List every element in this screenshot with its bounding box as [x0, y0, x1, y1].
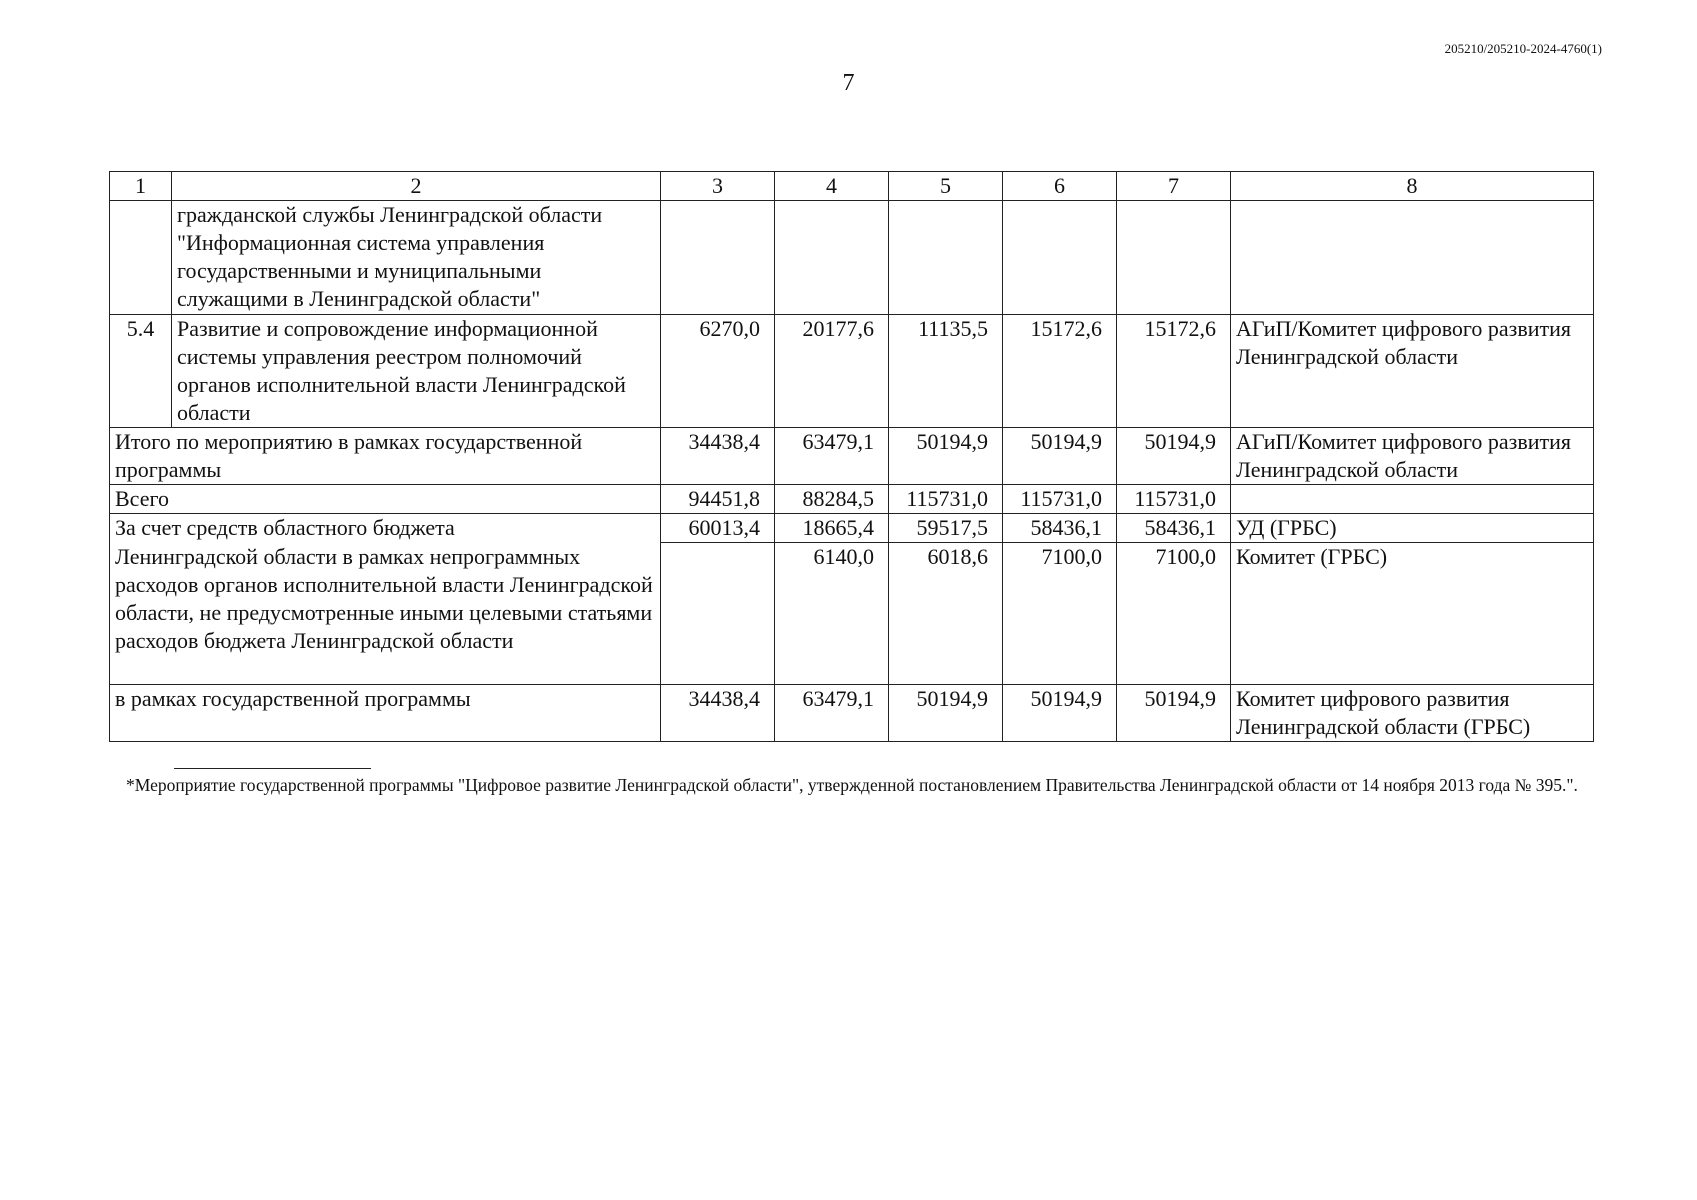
row-index-cell	[110, 201, 172, 315]
row-name-cell: Ленинградской области в рамках непрограммных расходов органов исполнительной власти Ленинградской области, не предусмотренные иными целевыми статьями расходов бюджета Ленинградской области	[110, 543, 661, 685]
budget-table	[109, 171, 1594, 742]
row-name-cell: в рамках государственной программы	[110, 685, 661, 742]
value-cell: 50194,9	[1117, 685, 1231, 742]
value-cell: 50194,9	[889, 428, 1003, 485]
row-name-cell: Итого по мероприятию в рамках государственной программы	[110, 428, 661, 485]
value-cell: 115731,0	[1117, 485, 1231, 514]
value-cell: 6270,0	[661, 315, 775, 428]
table-row-gosprogram	[110, 685, 1594, 742]
value-cell	[1117, 201, 1231, 315]
value-cell	[889, 201, 1003, 315]
value-cell: 7100,0	[1003, 543, 1117, 685]
value-cell	[1003, 201, 1117, 315]
footnote: *Мероприятие государственной программы "Цифровое развитие Ленинградской области", утвержденной постановлением Правительства Ленинградской области от 14 ноября 2013 года № 395.".	[126, 775, 1578, 795]
value-cell	[661, 201, 775, 315]
value-cell	[775, 201, 889, 315]
column-number: 5	[889, 172, 1003, 201]
value-cell: 15172,6	[1003, 315, 1117, 428]
value-cell: 88284,5	[775, 485, 889, 514]
executor-cell	[1231, 485, 1594, 514]
row-name-cell: За счет средств областного бюджета	[110, 514, 661, 543]
value-cell: 18665,4	[775, 514, 889, 543]
value-cell: 63479,1	[775, 685, 889, 742]
executor-cell: Комитет (ГРБС)	[1231, 543, 1594, 685]
document-id: 205210/205210-2024-4760(1)	[1444, 41, 1602, 56]
value-cell: 58436,1	[1117, 514, 1231, 543]
executor-cell: АГиП/Комитет цифрового развития Ленинградской области	[1231, 315, 1594, 428]
table-row-5-4	[110, 315, 1594, 428]
value-cell: 50194,9	[1003, 685, 1117, 742]
value-cell: 115731,0	[889, 485, 1003, 514]
value-cell: 50194,9	[1003, 428, 1117, 485]
column-number: 7	[1117, 172, 1231, 201]
value-cell: 6018,6	[889, 543, 1003, 685]
footnote-divider	[174, 768, 371, 769]
executor-cell: Комитет цифрового развития Ленинградской области (ГРБС)	[1231, 685, 1594, 742]
column-number: 1	[110, 172, 172, 201]
value-cell: 63479,1	[775, 428, 889, 485]
column-number: 8	[1231, 172, 1594, 201]
executor-cell	[1231, 201, 1594, 315]
executor-cell: АГиП/Комитет цифрового развития Ленинградской области	[1231, 428, 1594, 485]
value-cell: 7100,0	[1117, 543, 1231, 685]
column-number: 6	[1003, 172, 1117, 201]
value-cell: 34438,4	[661, 685, 775, 742]
executor-cell: УД (ГРБС)	[1231, 514, 1594, 543]
value-cell: 15172,6	[1117, 315, 1231, 428]
value-cell: 20177,6	[775, 315, 889, 428]
value-cell: 50194,9	[1117, 428, 1231, 485]
column-number: 2	[172, 172, 661, 201]
row-name-cell: гражданской службы Ленинградской области "Информационная система управления государственными и муниципальными служащими в Ленинградской области"	[172, 201, 661, 315]
table-row-oblast-nonprogram	[110, 543, 1594, 685]
table-row-oblast-budget	[110, 514, 1594, 543]
table-row-itogo	[110, 428, 1594, 485]
table-row-continuation	[110, 201, 1594, 315]
value-cell: 115731,0	[1003, 485, 1117, 514]
column-number: 4	[775, 172, 889, 201]
value-cell: 94451,8	[661, 485, 775, 514]
page-number: 7	[842, 70, 855, 96]
value-cell: 11135,5	[889, 315, 1003, 428]
value-cell	[661, 543, 775, 685]
value-cell: 59517,5	[889, 514, 1003, 543]
value-cell: 50194,9	[889, 685, 1003, 742]
value-cell: 60013,4	[661, 514, 775, 543]
row-name-cell: Развитие и сопровождение информационной системы управления реестром полномочий органов исполнительной власти Ленинградской области	[172, 315, 661, 428]
column-numbers-row	[110, 172, 1594, 201]
value-cell: 34438,4	[661, 428, 775, 485]
table-row-vsego	[110, 485, 1594, 514]
row-index-cell: 5.4	[110, 315, 172, 428]
value-cell: 6140,0	[775, 543, 889, 685]
column-number: 3	[661, 172, 775, 201]
row-name-cell: Всего	[110, 485, 661, 514]
value-cell: 58436,1	[1003, 514, 1117, 543]
